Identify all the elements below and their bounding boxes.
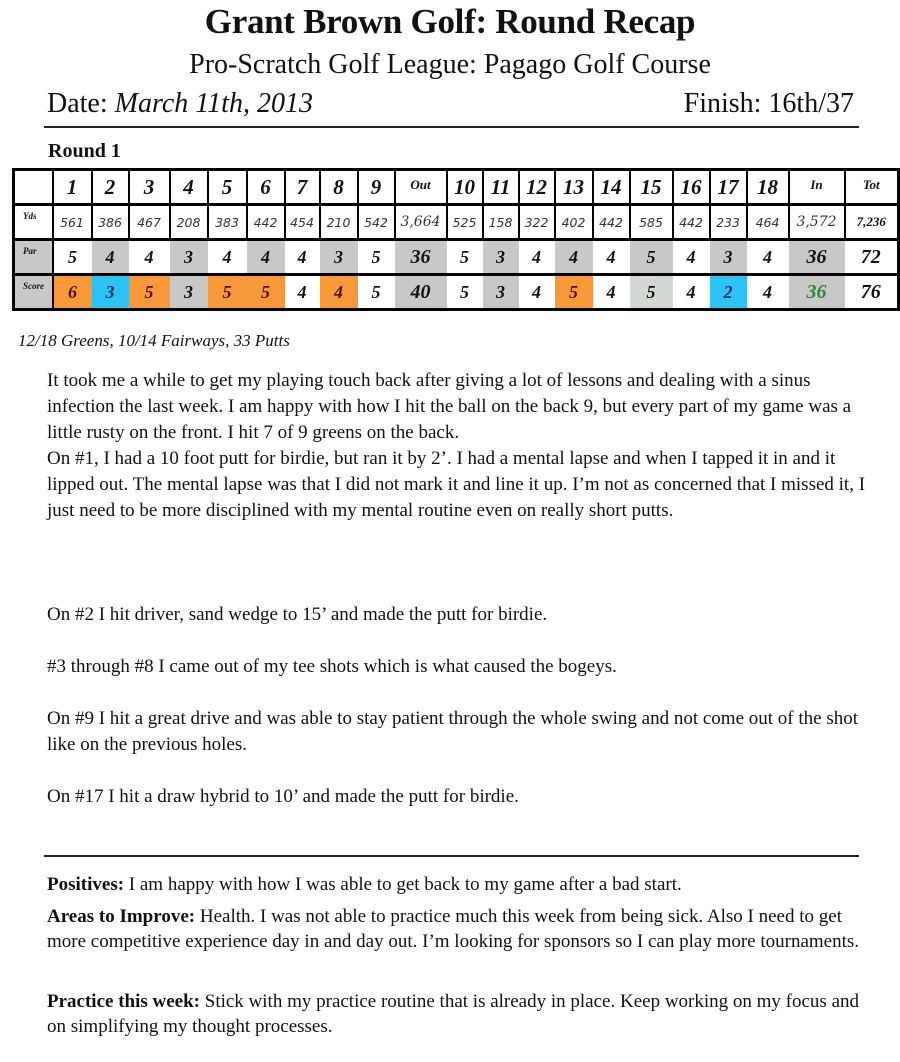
recap-paragraph: #3 through #8 I came out of my tee shots which is what caused the bogeys. [47,656,617,677]
yards-cell: 525 [447,205,483,240]
round-label: Round 1 [48,140,121,162]
header-divider [44,126,859,128]
header-cell: 15 [630,170,673,205]
positives-section [47,872,867,897]
yards-cell: 3,664 [395,205,447,240]
par-cell: 5 [447,240,483,275]
scorecard-par-row [14,240,899,275]
date-value: March 11th, 2013 [114,88,313,119]
yards-cell: 542 [358,205,395,240]
header-cell: 2 [92,170,129,205]
par-cell: 36 [395,240,447,275]
header-cell: 6 [247,170,285,205]
score-cell: 2 [710,275,747,310]
header-cell: 8 [320,170,358,205]
yards-cell: 158 [483,205,519,240]
par-cell: 4 [247,240,285,275]
page-title: Grant Brown Golf: Round Recap [204,2,696,41]
par-cell: 5 [358,240,395,275]
score-cell: 4 [747,275,789,310]
score-cell: 4 [285,275,320,310]
par-cell: 4 [208,240,247,275]
header-cell: 9 [358,170,395,205]
score-cell: 4 [673,275,710,310]
par-cell: 5 [630,240,673,275]
practice-section [47,989,867,1039]
yards-cell: 383 [208,205,247,240]
header-cell: 12 [519,170,555,205]
recap-paragraph: On #9 I hit a great drive and was able to stay patient through the whole swing and not come out of the shot like on the previous holes. [47,708,859,755]
score-cell: 5 [247,275,285,310]
scorecard-yards-row [14,205,899,240]
yards-cell: 464 [747,205,789,240]
score-cell: 3 [170,275,208,310]
score-cell: 5 [129,275,170,310]
yards-cell: 442 [247,205,285,240]
score-cell: 5 [630,275,673,310]
yards-cell: 442 [593,205,630,240]
yards-cell: 402 [555,205,593,240]
yards-cell: 467 [129,205,170,240]
practice-label: Practice this week: [47,991,200,1012]
positives-text: I am happy with how I was able to get back to my game after a bad start. [124,874,682,895]
par-cell: 4 [285,240,320,275]
par-cell: 72 [845,240,899,275]
header-cell: Out [395,170,447,205]
par-cell: 3 [710,240,747,275]
par-cell: 3 [170,240,208,275]
score-cell: 76 [845,275,899,310]
header-cell: Tot [845,170,899,205]
scorecard-header-row [14,170,899,205]
score-cell: 5 [358,275,395,310]
yards-cell: 454 [285,205,320,240]
yards-cell: 208 [170,205,208,240]
par-cell: 3 [483,240,519,275]
score-cell: 3 [92,275,129,310]
finish-value: Finish: 16th/37 [683,88,854,119]
header-cell: 3 [129,170,170,205]
round-stats: 12/18 Greens, 10/14 Fairways, 33 Putts [18,331,290,350]
header-cell: 7 [285,170,320,205]
score-cell: 6 [53,275,92,310]
practice-text: Stick with my practice routine that is already in place. Keep working on my focus and on simplifying my thought processes. [47,991,860,1037]
score-cell: 5 [555,275,593,310]
scorecard-score-row [14,275,899,310]
par-label: Par [14,240,53,275]
improve-section [47,904,867,954]
score-label: Score [14,275,53,310]
header-cell: 1 [53,170,92,205]
yards-label: Yds [14,205,53,240]
header-cell: 14 [593,170,630,205]
yards-cell: 386 [92,205,129,240]
recap-paragraph: On #2 I hit driver, sand wedge to 15’ and made the putt for birdie. [47,604,548,625]
header-cell: 5 [208,170,247,205]
par-cell: 4 [673,240,710,275]
par-cell: 3 [320,240,358,275]
page-subtitle: Pro-Scratch Golf League: Pagago Golf Course [189,49,711,80]
header-blank-cell [14,170,53,205]
par-cell: 4 [747,240,789,275]
score-cell: 4 [519,275,555,310]
score-cell: 5 [447,275,483,310]
score-cell: 5 [208,275,247,310]
score-cell: 4 [320,275,358,310]
header-cell: 10 [447,170,483,205]
par-cell: 4 [519,240,555,275]
par-cell: 36 [789,240,845,275]
header-cell: 16 [673,170,710,205]
yards-cell: 442 [673,205,710,240]
summary-divider [44,855,859,857]
header-cell: 13 [555,170,593,205]
par-cell: 4 [129,240,170,275]
header-cell: In [789,170,845,205]
scorecard-table [12,168,900,311]
par-cell: 4 [555,240,593,275]
yards-cell: 7,236 [845,205,899,240]
date-label: Date: [47,88,108,119]
header-cell: 17 [710,170,747,205]
header-cell: 11 [483,170,519,205]
header-cell: 18 [747,170,789,205]
yards-cell: 585 [630,205,673,240]
yards-cell: 3,572 [789,205,845,240]
score-cell: 36 [789,275,845,310]
yards-cell: 210 [320,205,358,240]
par-cell: 4 [92,240,129,275]
score-cell: 3 [483,275,519,310]
par-cell: 4 [593,240,630,275]
header-cell: 4 [170,170,208,205]
yards-cell: 561 [53,205,92,240]
improve-label: Areas to Improve: [47,906,196,927]
recap-paragraph: It took me a while to get my playing touch back after giving a lot of lessons and dealing with a sinus infection the last week. I am happy with how I hit the ball on the back 9, but every part of my game was a little rusty on the front. I hit 7 of 9 greens on the back. [47,370,852,443]
recap-paragraph: On #17 I hit a draw hybrid to 10’ and made the putt for birdie. [47,786,519,807]
score-cell: 40 [395,275,447,310]
yards-cell: 233 [710,205,747,240]
par-cell: 5 [53,240,92,275]
positives-label: Positives: [47,874,125,895]
date-line [47,88,313,120]
score-cell: 4 [593,275,630,310]
recap-paragraph: On #1, I had a 10 foot putt for birdie, but ran it by 2’. I had a mental lapse and when I tapped it in and it lipped out. The mental lapse was that I did not mark it and line it up. I’m not as concerned that I missed it, I just need to be more disciplined with my mental routine even on really short putts. [47,448,866,521]
improve-text: Health. I was not able to practice much this week from being sick. Also I need to get more competitive experience day in and day out. I’m looking for sponsors so I can play more tournaments. [47,906,860,952]
yards-cell: 322 [519,205,555,240]
